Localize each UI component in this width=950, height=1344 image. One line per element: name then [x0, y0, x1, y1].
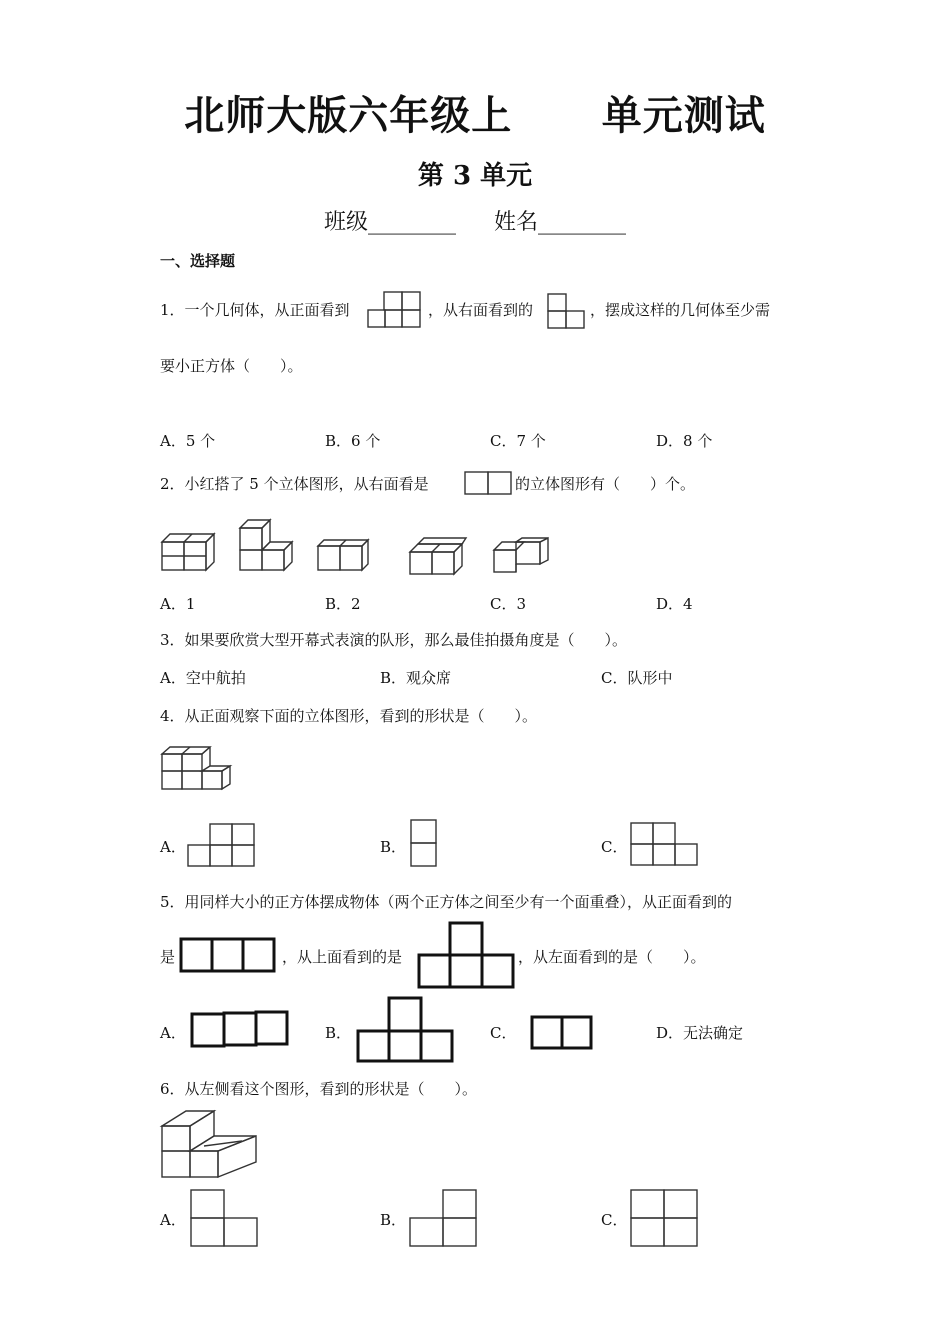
q6-option-b-figure	[409, 1188, 481, 1250]
q3-option-b[interactable]: B．观众席	[380, 669, 452, 687]
q2-solid-2	[238, 518, 294, 574]
q1-text-d: 要小正方体（ ）。	[160, 357, 303, 375]
q4-option-a[interactable]: A．	[160, 838, 186, 856]
q6-option-a-figure	[190, 1188, 262, 1250]
q6-option-b[interactable]: B．	[380, 1211, 407, 1229]
q5-text-a: 5．用同样大小的正方体摆成物体（两个正方体之间至少有一个面重叠），从正面看到的	[160, 893, 733, 911]
q4-solid-figure	[160, 744, 234, 792]
q4-text: 4．从正面观察下面的立体图形，看到的形状是（ ）。	[160, 707, 538, 725]
q5-option-c[interactable]: C．	[490, 1024, 517, 1042]
q5-text-d: ，从左面看到的是（ ）。	[518, 948, 706, 966]
q1-option-c[interactable]: C．7 个	[490, 432, 546, 450]
q3-option-c[interactable]: C．队形中	[601, 669, 673, 687]
q4-option-c[interactable]: C．	[601, 838, 628, 856]
student-info-line	[0, 205, 950, 236]
q5-option-b[interactable]: B．	[325, 1024, 352, 1042]
q2-text-a: 2．小红搭了 5 个立体图形，从右面看是	[160, 475, 429, 493]
q2-option-b[interactable]: B．2	[325, 595, 361, 613]
q5-front-view-figure	[178, 936, 280, 976]
q4-option-a-figure	[188, 822, 258, 868]
q4-option-c-figure	[630, 821, 700, 869]
class-field: 班级________	[323, 210, 456, 235]
q4-option-b-figure	[409, 818, 439, 870]
q3-text: 3．如果要欣赏大型开幕式表演的队形，那么最佳拍摄角度是（ ）。	[160, 631, 628, 649]
q1-option-b[interactable]: B．6 个	[325, 432, 381, 450]
q2-right-view-figure	[463, 470, 515, 498]
q2-option-a[interactable]: A．1	[160, 595, 196, 613]
q1-option-a[interactable]: A．5 个	[160, 432, 216, 450]
page-title: 北师大版六年级上 单元测试	[184, 93, 766, 139]
q2-solid-3	[316, 538, 368, 574]
q5-option-a[interactable]: A．	[160, 1024, 186, 1042]
q2-option-d[interactable]: D．4	[656, 595, 693, 613]
q6-option-a[interactable]: A．	[160, 1211, 186, 1229]
q1-text-b: ，从右面看到的	[428, 301, 534, 319]
q1-right-view-figure	[546, 292, 590, 332]
q6-option-c[interactable]: C．	[601, 1211, 628, 1229]
q2-option-c[interactable]: C．3	[490, 595, 527, 613]
q2-text-b: 的立体图形有（ ）个。	[515, 475, 696, 493]
q2-solid-4	[408, 536, 468, 578]
q5-top-view-figure	[416, 920, 518, 992]
unit-title: 第 3 单元	[417, 161, 533, 191]
q6-option-c-figure	[630, 1188, 702, 1250]
q1-option-d[interactable]: D．8 个	[656, 432, 713, 450]
q5-text-c: ，从上面看到的是	[282, 948, 403, 966]
q5-text-b: 是	[160, 948, 176, 966]
q1-text-c: ，摆成这样的几何体至少需	[590, 301, 771, 319]
q3-option-a[interactable]: A．空中航拍	[160, 669, 246, 687]
q6-solid-figure	[160, 1108, 260, 1180]
q5-option-a-figure	[189, 1009, 293, 1051]
q5-option-d[interactable]: D．无法确定	[656, 1024, 744, 1042]
name-field: 姓名________	[494, 210, 627, 235]
q2-solid-5	[492, 536, 552, 576]
q2-solid-1	[160, 528, 216, 574]
q4-option-b[interactable]: B．	[380, 838, 407, 856]
q1-text-a: 1．一个几何体，从正面看到	[160, 301, 350, 319]
section-heading: 一、选择题	[160, 252, 236, 270]
q5-option-b-figure	[355, 995, 457, 1067]
q6-text: 6．从左侧看这个图形，看到的形状是（ ）。	[160, 1080, 478, 1098]
q1-front-view-figure	[366, 290, 426, 330]
q5-option-c-figure	[529, 1014, 595, 1054]
